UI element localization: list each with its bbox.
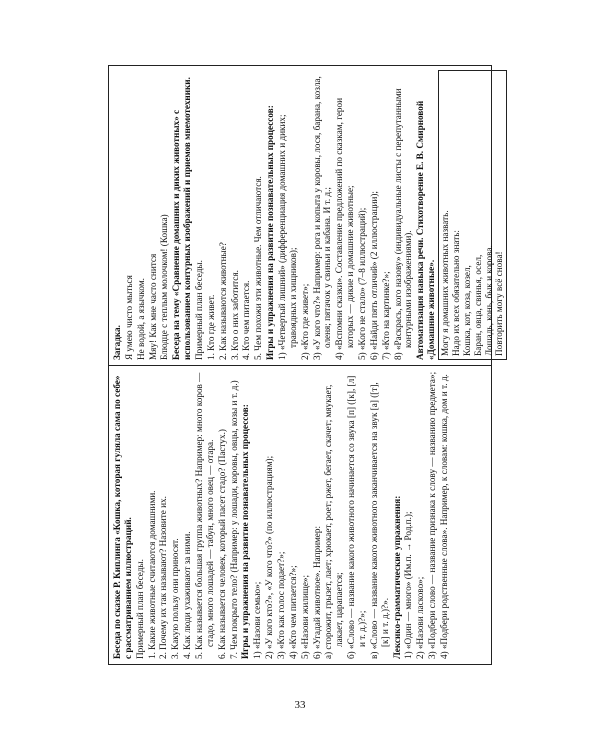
- poem-line: Могу я домашних животных назвать.: [440, 210, 451, 356]
- section-heading: Беседа на тему «Сравнение домашних и диких животных» с использованием контурных изображений и приемов мнемотехники.: [171, 77, 193, 360]
- text-line: 2) «У кого кто?», «У кого что?» (по иллюстрациям);: [264, 455, 275, 659]
- text-line: 1) «Назови семью»;: [252, 581, 263, 659]
- page-number: 33: [294, 699, 306, 711]
- text-line: 5) «Назови жилище»;: [299, 574, 310, 659]
- poem-box: [438, 70, 507, 360]
- text-line: Примерный план беседы.: [194, 260, 205, 360]
- poem-line: Надо их всех обязательно знать:: [450, 230, 461, 356]
- text-line: 5. Как называется большая группа животных? Например: много коров — стадо, много лошадей — табун, много овец — отара.: [194, 372, 215, 659]
- text-line: 5) «Кого не стало» (7–8 иллюстраций);: [357, 207, 368, 360]
- section-heading: Игры и упражнения на развитие познавательных процессов:: [240, 404, 251, 659]
- text-line: а) сторожит, грызет, лает; хрюкает, роет; ржет, бегает, скачет; мяукает, лакает, царапается;: [323, 384, 345, 659]
- section-heading: Беседа по сказке Р. Киплинга «Кошка, которая гуляла сама по себе» с рассматриванием иллюстраций.: [112, 375, 133, 659]
- section-heading: Автоматизация навыка речи. Стихотворение Е. В. Смирновой «Домашние животные».: [415, 100, 437, 360]
- text-line: 1) «Четвертый лишний» (дифференциация домашних и диких; травоядных и хищников);: [277, 114, 298, 360]
- text-line: 7) «Кто на картинке?»;: [380, 271, 391, 360]
- section-heading: Загадка.: [112, 325, 122, 360]
- poem-line: Кошка, кот, коза, козел,: [461, 265, 472, 356]
- text-line: 3) «Кто как голос подает?»;: [276, 551, 287, 659]
- text-line: 1) «Один — много» (Им.п. → Род.п.);: [403, 511, 414, 659]
- text-line: 3. Кто о них заботится.: [229, 270, 240, 360]
- text-line: Примерный план беседы.: [134, 559, 145, 659]
- text-line: Не водой, а язычком.: [135, 278, 146, 360]
- poem-line: Лошадь, конь, бык и корова.: [483, 245, 494, 356]
- text-line: Я умею чисто мыться: [123, 275, 134, 360]
- text-line: 4) «Подбери родственные слова». Например, к словам: кошка, дом и т. д.: [439, 374, 450, 659]
- text-line: 7. Чем покрыто тело? (Например: у лошади, коровы, овцы, козы и т. д.): [228, 380, 239, 659]
- text-line: 4. Как люди ухаживают за ними.: [182, 531, 193, 659]
- left-column: [109, 365, 491, 664]
- poem-line: Повторить могу всё снова!: [494, 251, 505, 356]
- text-line: 5. Чем похожи эти животные. Чем отличаются.: [253, 176, 264, 360]
- text-line: 2. Почему их так называют? Назовите их.: [158, 496, 169, 659]
- text-line: Блюдце с теплым молочком! (Кошка): [159, 214, 170, 360]
- text-line: 4. Кто чем питается.: [241, 280, 252, 360]
- text-line: 3. Какую пользу они приносят.: [170, 538, 181, 659]
- text-line: 1. Кто где живет.: [205, 294, 216, 360]
- section-heading: Игры и упражнения на развитие познавательных процессов:: [265, 105, 276, 360]
- text-line: 8) «Раскрась, кого назову» (индивидуальные листы с перепутанными контурными изображениями).: [392, 88, 414, 360]
- text-line: 1. Какие животные считаются домашними.: [146, 490, 157, 659]
- rotated-content-table: [108, 65, 505, 665]
- text-line: 2. Как называются животные?: [217, 242, 228, 360]
- text-line: 3) «Подбери слово — название признака к слову — названию предмета»;: [427, 371, 438, 659]
- text-line: Мяу! Как мне часто снится: [147, 253, 158, 360]
- text-line: 3) «У кого что?» Например: рога и копыта у коровы, лося, барана, козла, оленя; пятачок у свиньи и кабана. И т. д.;: [311, 76, 333, 360]
- text-line: 2) «Назови ласково»;: [415, 576, 426, 659]
- poem-line: Баран, овца, свинья, осел,: [472, 254, 483, 356]
- text-line: в) «Слово — название какого животного заканчивается на звук [а] ([т], [к] и т. д.)?».: [368, 382, 390, 659]
- text-line: 6) «Найди пять отличий» (2 иллюстрации);: [368, 191, 379, 360]
- text-line: 6) «Угадай животное». Например:: [311, 525, 322, 659]
- text-line: 4) «Кто чем питается?»;: [287, 565, 298, 659]
- text-line: 4) «Вспомни сказки». Составление предложений по сказкам, герои которых — дикие и домашние животные;: [334, 97, 356, 360]
- section-heading: Лексико-грамматические упражнения:: [391, 495, 402, 659]
- text-line: 2) «Кто где живет»;: [299, 283, 310, 360]
- right-column: [109, 66, 505, 365]
- text-line: б) «Слово — название какого животного начинается со звука [п] ([к], [л] и т. д.)?»;: [346, 375, 368, 659]
- text-line: 6. Как называется человек, который пасет стадо? (Пастух.): [216, 429, 227, 659]
